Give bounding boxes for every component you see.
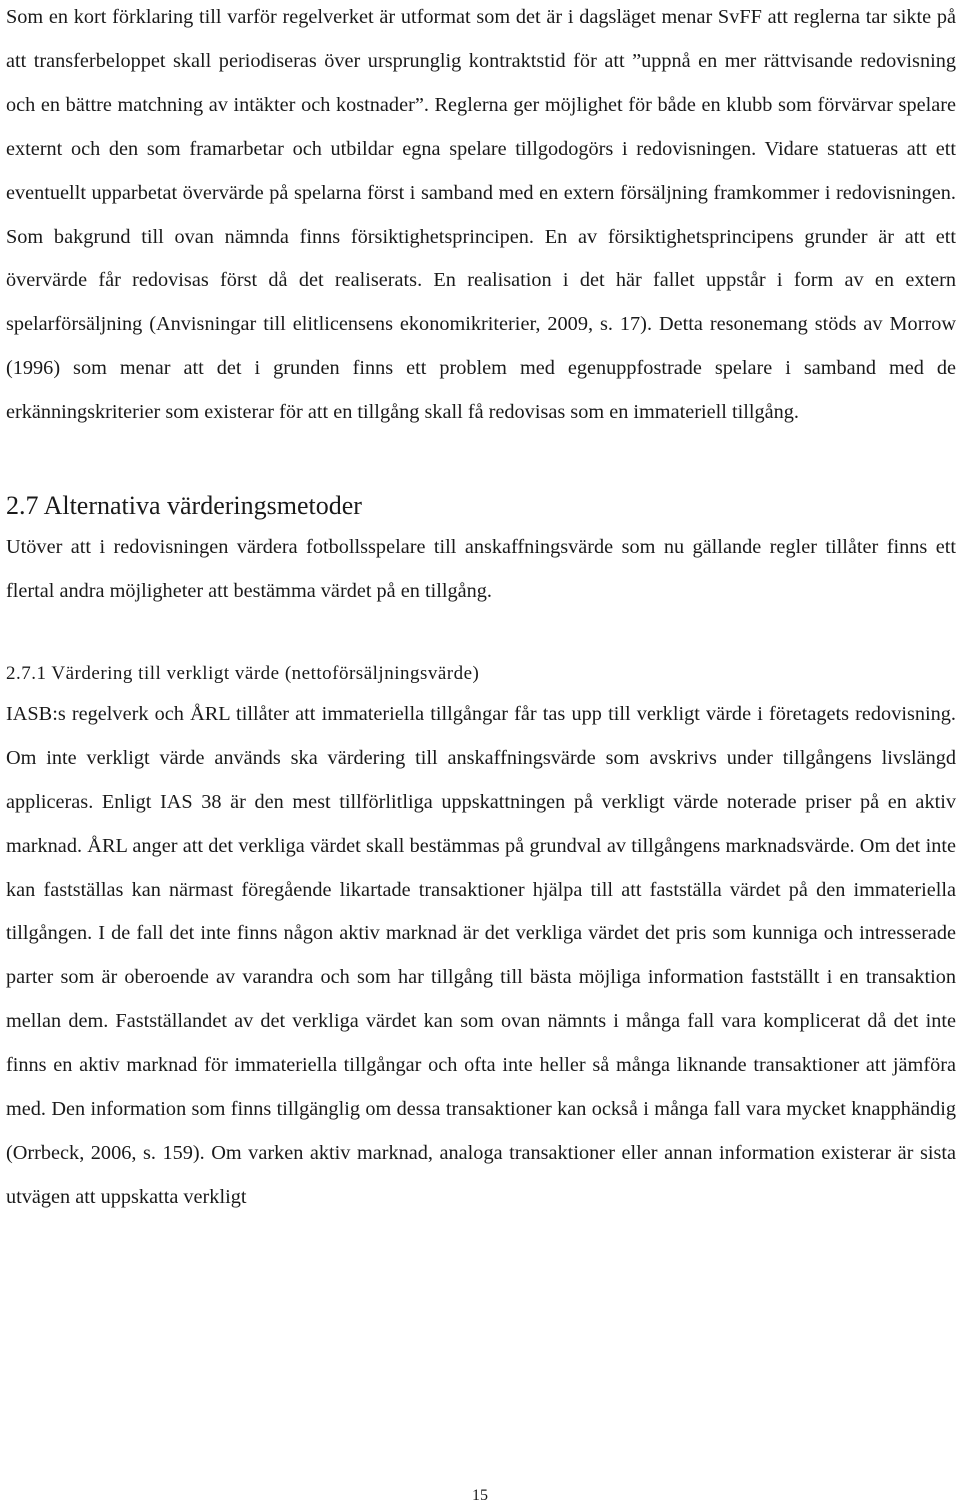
- section-heading: 2.7 Alternativa värderingsmetoder: [6, 491, 362, 521]
- body-paragraph: Utöver att i redovisningen värdera fotbollsspelare till anskaffningsvärde som nu gällande regler tillåter finns ett flertal andra möjligheter att bestämma värdet på en tillgång.: [6, 536, 956, 602]
- subsection-heading: 2.7.1 Värdering till verkligt värde (nettoförsäljningsvärde): [6, 662, 480, 684]
- page-number: 15: [472, 1487, 488, 1504]
- document-page: [6, 0, 956, 1220]
- body-paragraph: Som en kort förklaring till varför regelverket är utformat som det är i dagsläget menar SvFF att reglerna tar sikte på att transferbeloppet skall periodiseras över ursprunglig kontraktstid för att ”uppnå en mer rättvisande redovisning och en bättre matchning av intäkter och kostnader”. Reglerna ger möjlighet för både en klubb som förvärvar spelare externt och den som framarbetar och utbildar egna spelare tillgodogörs i redovisningen. Vidare statueras att ett eventuellt upparbetat övervärde på spelarna först i samband med en extern försäljning framkommer i redovisningen. Som bakgrund till ovan nämnda finns försiktighetsprincipen. En av försiktighetsprincipens grunder är att ett övervärde får redovisas först då det realiserats. En realisation i det här fallet uppstår i form av en extern spelarförsäljning (Anvisningar till elitlicensens ekonomikriterier, 2009, s. 17). Detta resonemang stöds av Morrow (1996) som menar att det i grunden finns ett problem med egenuppfostrade spelare i samband med de erkänningskriterier som existerar för att en tillgång skall få redovisas som en immateriell tillgång.: [6, 6, 956, 424]
- body-paragraph: IASB:s regelverk och ÅRL tillåter att immateriella tillgångar får tas upp till verkligt värde i företagets redovisning. Om inte verkligt värde används ska värdering till anskaffningsvärde som avskrivs under tillgångens livslängd appliceras. Enligt IAS 38 är den mest tillförlitliga uppskattningen på verkligt värde noterade priser på en aktiv marknad. ÅRL anger att det verkliga värdet skall bestämmas på grundval av tillgångens marknadsvärde. Om det inte kan fastställas kan närmast föregående likartade transaktioner hjälpa till att fastställa värdet på den immateriella tillgången. I de fall det inte finns någon aktiv marknad är det verkliga värdet det pris som kunniga och intresserade parter som är oberoende av varandra och som har tillgång till bästa möjliga information fastställt i en transaktion mellan dem. Fastställandet av det verkliga värdet kan som ovan nämnts i många fall vara komplicerat då det inte finns en aktiv marknad för immateriella tillgångar och ofta inte heller så många liknande transaktioner att jämföra med. Den information som finns tillgänglig om dessa transaktioner kan också i många fall vara mycket knapphändig (Orrbeck, 2006, s. 159). Om varken aktiv marknad, analoga transaktioner eller annan information existerar är sista utvägen att uppskatta verkligt: [6, 702, 956, 1208]
